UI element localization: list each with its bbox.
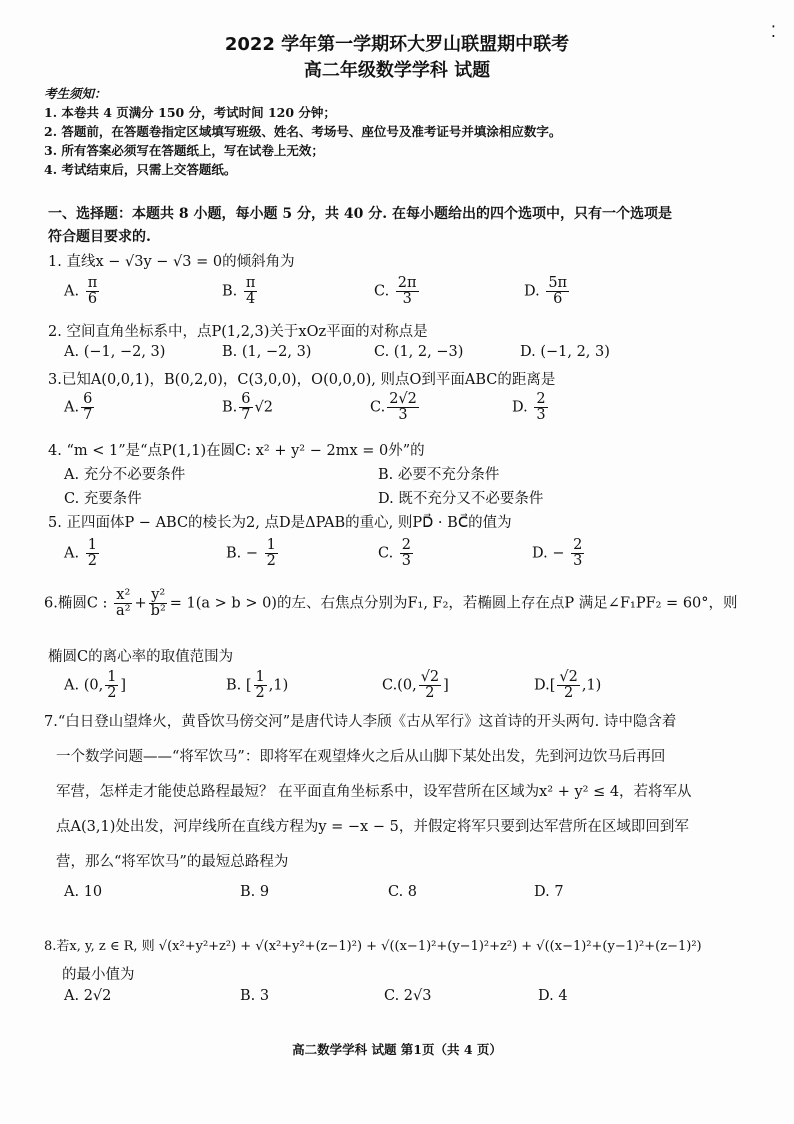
q7-option-c: C. 8	[388, 884, 418, 900]
fraction-denominator: 3	[402, 291, 412, 308]
fraction-denominator: 3	[401, 553, 412, 570]
sign: −	[552, 545, 565, 562]
fraction-denominator: 7	[83, 407, 93, 424]
q7-option-d: D. 7	[534, 884, 564, 900]
question-5-stem: 5. 正四面体P − ABC的棱长为2, 点D是ΔPAB的重心, 则PD⃗ · BC⃗的值为	[48, 515, 512, 531]
question-8-stem: 8.若x, y, z ∈ R, 则 √(x²+y²+z²) + √(x²+y²+(z−1)²) + √((x−1)²+(y−1)²+z²) + √((x−1)²+(y−1)²+(z−1)²)	[44, 939, 702, 954]
q6-stem-pre: 6.椭圆C :	[44, 595, 108, 612]
fraction-denominator: 2	[255, 685, 265, 702]
q6-option-c	[382, 670, 449, 701]
question-6-stem	[44, 588, 738, 619]
option-suffix: ]	[443, 677, 449, 694]
q5-option-d	[532, 538, 586, 569]
notice-heading: 考生须知：	[44, 86, 107, 101]
section-heading-cont: 符合题目要求的.	[48, 229, 151, 245]
q8-option-d: D. 4	[538, 988, 568, 1004]
fraction-numerator: √2	[420, 669, 440, 685]
question-4-stem: 4. “m < 1”是“点P(1,1)在圆C: x² + y² − 2mx = 0外”的	[48, 443, 425, 459]
section-heading: 一、选择题：本题共 8 小题，每小题 5 分，共 40 分. 在每小题给出的四个选项中，只有一个选项是	[48, 206, 672, 222]
option-label: D.	[524, 283, 540, 300]
fraction-numerator: y²	[151, 587, 166, 603]
fraction-numerator: √2	[559, 669, 578, 685]
question-6-line2: 椭圆C的离心率的取值范围为	[48, 649, 234, 665]
fraction-numerator: 6	[241, 391, 251, 407]
option-label: D.	[512, 399, 528, 416]
option-label: D.	[532, 545, 548, 562]
q3-option-c	[370, 392, 421, 423]
q3-option-d	[512, 392, 550, 423]
option-label: C.	[370, 399, 386, 416]
notice-item: 1. 本卷共 4 页满分 150 分，考试时间 120 分钟；	[44, 105, 336, 120]
fraction-denominator: 3	[573, 553, 583, 570]
fraction-numerator: 1	[255, 669, 265, 685]
fraction-numerator: 2	[536, 391, 546, 407]
q4-option-c: C. 充要条件	[64, 491, 142, 507]
fraction-numerator: 5π	[548, 275, 568, 291]
question-1-stem: 1. 直线x − √3y − √3 = 0的倾斜角为	[48, 254, 295, 270]
q2-option-a: A. (−1, −2, 3)	[64, 344, 166, 360]
plus-sign: +	[134, 595, 147, 612]
fraction-numerator: 1	[87, 537, 97, 553]
notice-item: 2. 答题前，在答题卷指定区域填写班级、姓名、考场号、座位号及准考证号并填涂相应数字。	[44, 124, 562, 139]
q2-option-c: C. (1, 2, −3)	[374, 344, 464, 360]
option-label: C.	[378, 545, 394, 562]
q1-option-c	[374, 276, 421, 307]
q6-option-d	[534, 670, 601, 701]
fraction-denominator: 2	[87, 553, 97, 570]
q3-option-a	[64, 392, 96, 423]
q8-option-a: A. 2√2	[64, 988, 112, 1004]
fraction-denominator: a²	[116, 603, 131, 620]
option-prefix: C.(0,	[382, 677, 417, 694]
option-label: A.	[64, 399, 80, 416]
question-7-line: 点A(3,1)处出发，河岸线所在直线方程为y = −x − 5，并假定将军只要到达军营所在区域即回到军	[56, 819, 689, 835]
fraction-denominator: 3	[398, 407, 408, 424]
q2-option-b: B. (1, −2, 3)	[222, 344, 312, 360]
fraction-numerator: π	[245, 275, 256, 291]
question-8-line2: 的最小值为	[62, 967, 135, 983]
question-7-line: 一个数学问题——“将军饮马”：即将军在观望烽火之后从山脚下某处出发，先到河边饮马后再回	[56, 749, 666, 765]
q4-option-d: D. 既不充分又不必要条件	[378, 491, 544, 507]
q7-option-b: B. 9	[240, 884, 270, 900]
option-label: A.	[64, 545, 80, 562]
q5-option-b	[226, 538, 280, 569]
q4-option-a: A. 充分不必要条件	[64, 467, 186, 483]
q6-option-a	[64, 670, 126, 701]
fraction-numerator: 2π	[397, 275, 417, 291]
fraction-numerator: 2	[573, 537, 583, 553]
fraction-denominator: 2	[425, 685, 435, 702]
q3-option-b	[222, 392, 273, 423]
fraction-denominator: 7	[241, 407, 251, 424]
option-label: A.	[64, 283, 80, 300]
fraction-denominator: 6	[87, 291, 98, 308]
option-label: B.	[222, 283, 238, 300]
option-label: B.	[222, 399, 238, 416]
q7-option-a: A. 10	[64, 884, 103, 900]
radical-tail: √2	[254, 399, 273, 416]
exam-title: 2022 学年第一学期环大罗山联盟期中联考	[224, 34, 570, 55]
option-prefix: B. [	[226, 677, 252, 694]
q6-option-b	[226, 670, 288, 701]
option-label: B.	[226, 545, 242, 562]
option-suffix: ,1)	[581, 677, 602, 694]
option-prefix: A. (0,	[64, 677, 104, 694]
fraction-numerator: x²	[116, 587, 131, 603]
fraction-numerator: 2	[401, 537, 412, 553]
fraction-denominator: 2	[107, 685, 117, 702]
page-footer: 高二数学学科 试题 第1页（共 4 页）	[292, 1042, 502, 1057]
q1-option-b	[222, 276, 259, 307]
fraction-numerator: 2√2	[389, 391, 417, 407]
question-7-line: 营，那么“将军饮马”的最短总路程为	[56, 854, 289, 870]
fraction-numerator: 1	[107, 669, 117, 685]
q4-option-b: B. 必要不充分条件	[378, 467, 500, 483]
q8-option-c: C. 2√3	[384, 988, 432, 1004]
fraction-denominator: 2	[266, 553, 276, 570]
q1-option-a	[64, 276, 101, 307]
question-2-stem: 2. 空间直角坐标系中，点P(1,2,3)关于xOz平面的对称点是	[48, 324, 428, 340]
option-suffix: ]	[120, 677, 127, 694]
question-3-stem: 3.已知A(0,0,1)，B(0,2,0)，C(3,0,0)，O(0,0,0), 则点O到平面ABC的距离是	[48, 372, 556, 388]
notice-item: 3. 所有答案必须写在答题纸上，写在试卷上无效；	[44, 143, 324, 158]
option-suffix: ,1)	[268, 677, 289, 694]
option-label: C.	[374, 283, 390, 300]
fraction-denominator: 6	[553, 291, 563, 308]
q5-option-c	[378, 538, 415, 569]
sign: −	[245, 545, 259, 562]
fraction-numerator: π	[87, 275, 98, 291]
q5-option-a	[64, 538, 101, 569]
fraction-denominator: 3	[536, 407, 546, 424]
question-7-line: 军营，怎样走才能使总路程最短？ 在平面直角坐标系中，设军营所在区域为x² + y² ≤ 4，若将军从	[56, 784, 692, 800]
option-prefix: D.[	[534, 677, 556, 694]
q6-stem-post: = 1(a > b > 0)的左、右焦点分别为F₁, F₂，若椭圆上存在点P 满足∠F₁PF₂ = 60°，则	[169, 595, 738, 612]
q1-option-d	[524, 276, 571, 307]
notice-item: 4. 考试结束后，只需上交答题纸。	[44, 162, 237, 177]
fraction-numerator: 1	[266, 537, 276, 553]
exam-subtitle: 高二年级数学学科 试题	[303, 60, 491, 81]
fraction-denominator: 4	[246, 291, 256, 308]
question-7-line: 7.“白日登山望烽火，黄昏饮马傍交河”是唐代诗人李颀《古从军行》这首诗的开头两句. 诗中隐含着	[44, 714, 677, 730]
fraction-denominator: b²	[150, 603, 166, 620]
q2-option-d: D. (−1, 2, 3)	[520, 344, 610, 360]
fraction-numerator: 6	[83, 391, 93, 407]
q8-option-b: B. 3	[240, 988, 270, 1004]
corner-mark: ⁚	[770, 22, 776, 41]
fraction-denominator: 2	[563, 685, 574, 702]
